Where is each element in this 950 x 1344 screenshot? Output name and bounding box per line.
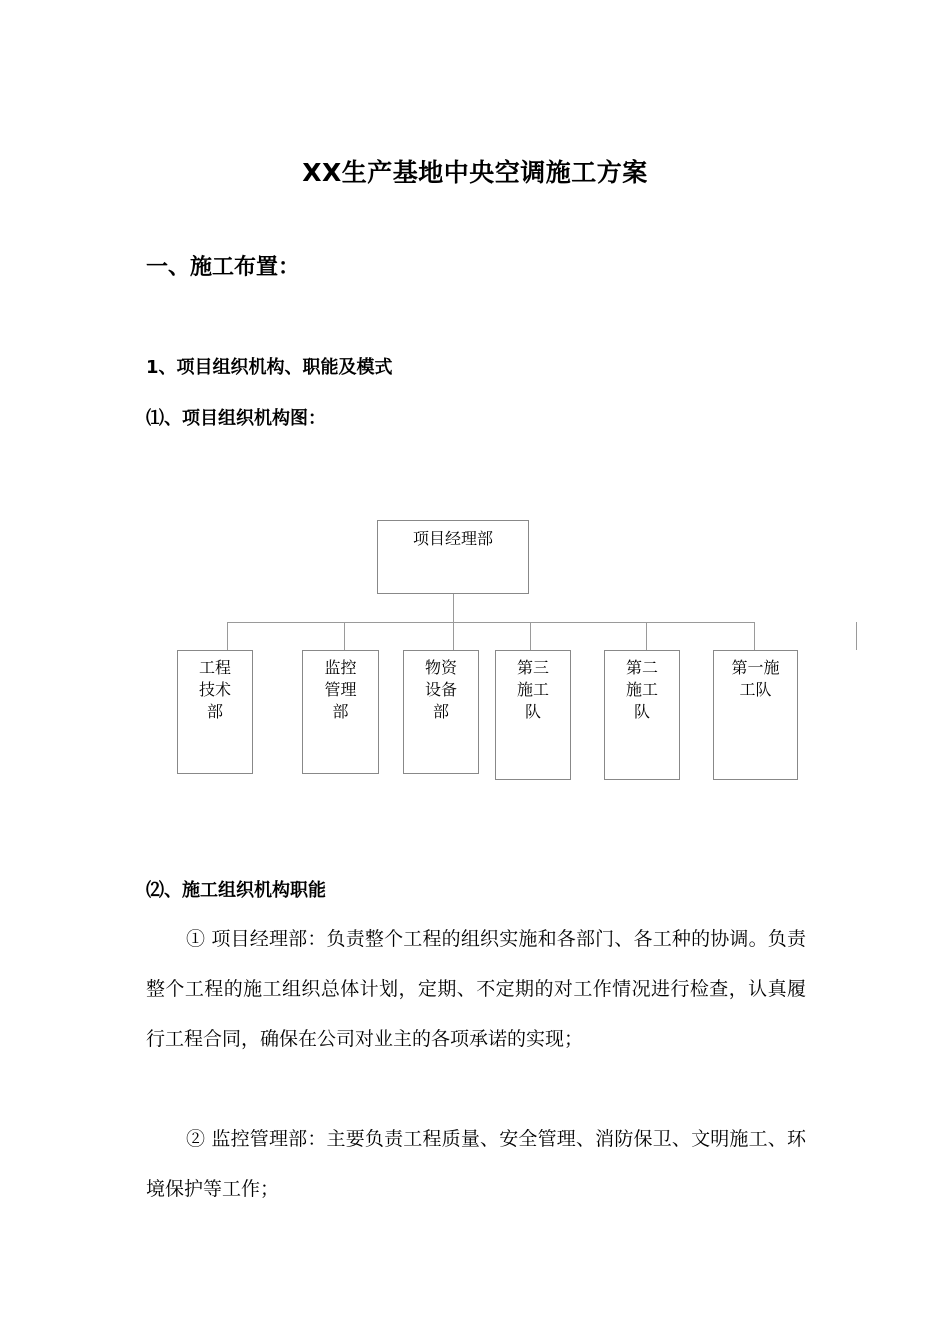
connector-dept-4 — [530, 622, 531, 650]
org-dept-materials — [403, 650, 479, 774]
dept-label-line: 部 — [206, 702, 223, 721]
dept-label-line: 施工 — [625, 680, 658, 699]
dept-label-line: 第一施 — [731, 658, 780, 677]
functions-heading: ⑵、施工组织机构职能 — [146, 880, 326, 901]
connector-dept-3 — [453, 622, 454, 650]
page-edge-mark — [856, 622, 857, 650]
dept-label-line: 技术 — [198, 680, 231, 699]
dept-label-line: 工程 — [198, 658, 231, 677]
paragraph-monitoring-dept: ② 监控管理部：主要负责工程质量、安全管理、消防保卫、文明施工、环境保护等工作； — [146, 1128, 806, 1200]
dept-label-line: 管理 — [324, 680, 357, 699]
subsection-heading: 1、项目组织机构、职能及模式 — [146, 357, 393, 378]
dept-label-line: 第二 — [625, 658, 658, 677]
org-root-label: 项目经理部 — [412, 529, 493, 548]
paragraph-project-dept: ① 项目经理部：负责整个工程的组织实施和各部门、各工种的协调。负责整个工程的施工组织总体计划，定期、不定期的对工作情况进行检查，认真履行工程合同，确保在公司对业主的各项承诺的实现； — [146, 928, 806, 1050]
dept-label-line: 部 — [432, 702, 449, 721]
org-dept-team-1 — [713, 650, 798, 780]
dept-label-line: 监控 — [324, 658, 357, 677]
document-title: XX生产基地中央空调施工方案 — [302, 158, 648, 187]
org-chart-heading: ⑴、项目组织机构图： — [146, 408, 326, 429]
org-dept-team-3 — [495, 650, 571, 780]
dept-label-line: 设备 — [424, 680, 457, 699]
dept-label-line: 第三 — [516, 658, 549, 677]
org-dept-team-2 — [604, 650, 680, 780]
connector-root-down — [453, 594, 454, 622]
org-dept-engineering — [177, 650, 253, 774]
org-dept-monitoring — [302, 650, 379, 774]
connector-dept-6 — [754, 622, 755, 650]
dept-label-line: 队 — [524, 702, 541, 721]
connector-horizontal — [227, 622, 755, 623]
dept-label-line: 工队 — [739, 680, 772, 699]
dept-label-line: 施工 — [516, 680, 549, 699]
connector-dept-1 — [227, 622, 228, 650]
dept-label-line: 物资 — [424, 658, 457, 677]
connector-dept-2 — [344, 622, 345, 650]
org-root-box — [377, 520, 529, 594]
dept-label-line: 部 — [332, 702, 349, 721]
connector-dept-5 — [646, 622, 647, 650]
dept-label-line: 队 — [633, 702, 650, 721]
section-heading: 一、施工布置： — [146, 255, 301, 280]
